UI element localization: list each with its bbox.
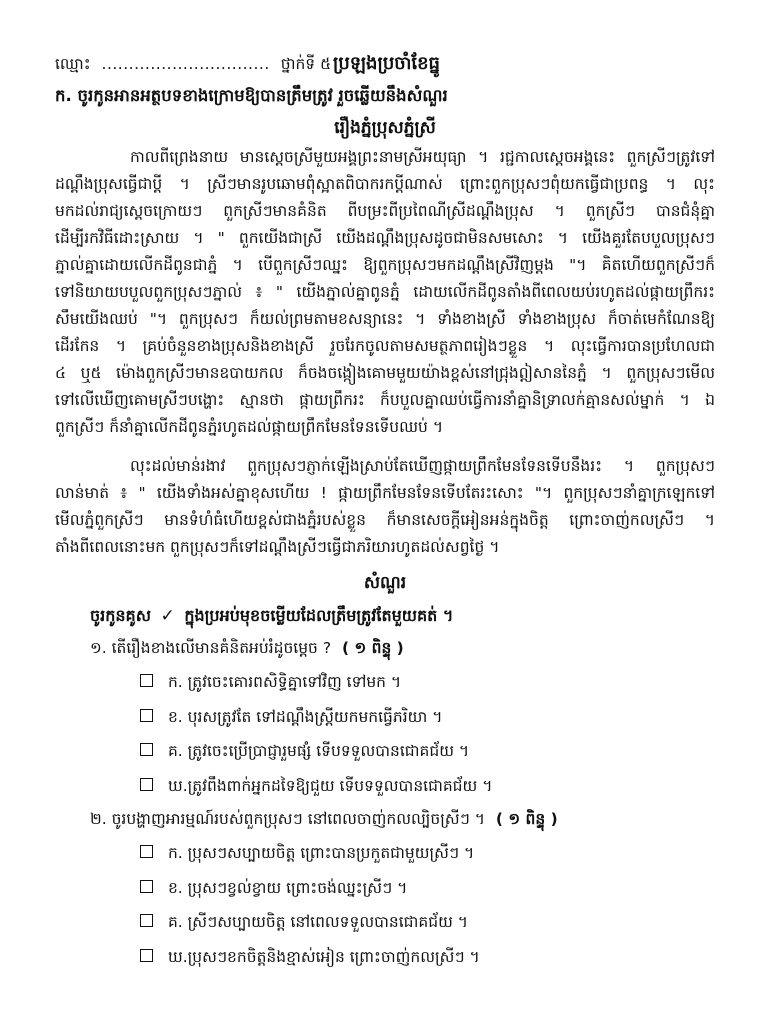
paragraph-line: ពួកស្រីៗ ក៏នាំគ្នាលើកដីពូនភ្នំរហូតដល់ផ្កាយព្រឹកមែនទែនទើបឈប់ ។ bbox=[55, 418, 444, 436]
paragraph-line: តាំងពីពេលនោះមក ពួកប្រុសៗក៏ទៅដណ្ដឹងស្រីៗធ្វើជាភរិយារហូតដល់សព្វថ្ងៃ ។ bbox=[55, 538, 500, 556]
answer-checkbox[interactable] bbox=[140, 845, 153, 858]
answer-checkbox[interactable] bbox=[140, 880, 153, 893]
name-blank: ............................... bbox=[101, 55, 270, 73]
paragraph-line: ទៅលើឃើញគោមស្រីៗបង្ហោះ ស្មានថា ផ្កាយព្រឹករះ ក៏បបួលគ្នាឈប់ធ្វើការនាំគ្នានិទ្រាលក់គ្មានសល់ម្នាក់ ។ ឯ bbox=[55, 391, 715, 409]
question-text: ១. តើរឿងខាងលើមានគំនិតអប់រំដូចម្ដេច ? bbox=[90, 639, 332, 657]
answer-checkbox[interactable] bbox=[140, 778, 153, 791]
paragraph-line: សឹមយើងឈប់ "។ ពួកប្រុសៗ ក៏យល់ព្រមតាមខសន្យានេះ ។ ទាំងខាងស្រី ទាំងខាងប្រុស ក៏ចាត់មេកំណែនឱ្យ bbox=[55, 310, 715, 328]
story-paragraph bbox=[55, 453, 715, 561]
paragraph-line: មើលភ្នំពួកស្រីៗ មានទំហំធំហើយខ្ពស់ជាងភ្នំរបស់ខ្លួន ក៏មានសេចក្ដីអៀនអន់ក្នុងចិត្ត ព្រោះចាញ់កលស្រីៗ ។ bbox=[55, 511, 715, 529]
exam-title: ប្រឡងប្រចាំខែធ្នូ bbox=[333, 53, 440, 74]
story-title: រឿងភ្នំប្រុសភ្នំស្រី bbox=[334, 118, 436, 138]
answer-option bbox=[55, 940, 715, 975]
checkmark-icon: ✓ bbox=[160, 606, 175, 626]
paragraph-line: លុះដល់មាន់រងាវ ពួកប្រុសៗភ្ញាក់ឡើងស្រាប់តែឃើញផ្កាយព្រឹកមែនទែនទើបនឹងរះ ។ ពួកប្រុសៗ bbox=[130, 457, 715, 475]
paragraph-line: ទៅនិយាយបបួលពួកប្រុសៗភ្នាល់ ៖ " យើងភ្នាល់គ្នាពូនភ្នំ ដោយលើកដីពូនតាំងពីពេលយប់រហូតដល់ផ្កាយព្រឹករះ bbox=[55, 283, 715, 301]
questions-heading: សំណួរ bbox=[363, 573, 407, 593]
paragraph-line: មកដល់រាជ្យស្ដេចក្រោយៗ ពួកស្រីៗមានគំនិត ពីបម្រះពីប្រពៃណីស្រីដណ្ដឹងប្រុស ។ ពួកស្រីៗ បានជំនុំគ្នា bbox=[55, 202, 715, 220]
header-row bbox=[55, 48, 715, 80]
answer-option bbox=[55, 769, 715, 804]
paragraph-line: ដើរកែន ។ គ្រប់ចំនួនខាងប្រុសនិងខាងស្រី រួចរែកចូលតាមសមត្ថភាពរៀងៗខ្លួន ។ លុះធ្វើការបានប្រហែលជា bbox=[55, 337, 715, 355]
option-label: គ. ស្រីៗសប្បាយចិត្ត នៅពេលទទួលបានជោគជ័យ ។ bbox=[167, 913, 468, 931]
answer-option bbox=[55, 734, 715, 769]
paragraph-line: ដើម្បីរកវិធីដោះស្រាយ ។ " ពួកយើងជាស្រី យើងដណ្ដឹងប្រុសដូចជាមិនសមសោះ ។ យើងគួរតែបបួលប្រុសៗ bbox=[55, 229, 715, 247]
instruction-text: ក្នុងប្រអប់មុខចម្លើយដែលត្រឹមត្រូវតែមួយគត់ ។ bbox=[184, 606, 454, 625]
option-label: ខ. ប្រុសៗខ្វល់ខ្វាយ ព្រោះចង់ឈ្នះស្រីៗ ។ bbox=[167, 878, 408, 897]
answer-checkbox[interactable] bbox=[140, 674, 153, 687]
answer-option bbox=[55, 871, 715, 906]
answer-checkbox[interactable] bbox=[140, 743, 153, 756]
answer-checkbox[interactable] bbox=[140, 709, 153, 722]
paragraph-line: ភ្នាល់គ្នាដោយលើកដីពូនជាភ្នំ ។ បើពួកស្រីៗឈ្នះ ឱ្យពួកប្រុសៗមកដណ្ដឹងស្រីវិញម្ដង "។ គិតហើយពួកស្រីៗក៏ bbox=[55, 256, 715, 274]
option-label: ក. ប្រុសៗសប្បាយចិត្ត ព្រោះបានប្រកួតជាមួយស្រីៗ ។ bbox=[167, 844, 475, 862]
question-points: ( ១ ពិន្ទុ ) bbox=[342, 639, 404, 657]
paragraph-line: ដណ្ដឹងប្រុសធ្វើជាប្ដី ។ ស្រីៗមានរូបឆោមពុំស្អាតពិបាករកប្ដីណាស់ ព្រោះពួកប្រុសៗពុំយកធ្វើជាប្រពន្ធ ។ លុះ bbox=[55, 175, 715, 193]
answer-option bbox=[55, 700, 715, 735]
grade-label: ថ្នាក់ទី ៥ bbox=[280, 55, 332, 73]
reading-instruction: ក. ចូរកូនអានអត្ថបទខាងក្រោមឱ្យបានត្រឹមត្រូវ រួចឆ្លើយនឹងសំណួរ bbox=[55, 86, 448, 105]
answer-option bbox=[55, 836, 715, 871]
paragraph-line: កាលពីព្រេងនាយ មានស្ដេចស្រីមួយអង្គព្រះនាមស្រីអយុធ្យា ។ រជ្ជកាលស្ដេចអង្គនេះ ពួកស្រីៗត្រូវទៅ bbox=[130, 148, 715, 166]
paragraph-line: លាន់មាត់ ៖ " យើងទាំងអស់គ្នាខុសហើយ ! ផ្កាយព្រឹកមែនទែនទើបតែរះសោះ "។ ពួកប្រុសៗនាំគ្នាក្រឡេកទៅ bbox=[55, 484, 715, 502]
story-paragraph bbox=[55, 144, 715, 441]
question-1 bbox=[55, 632, 715, 665]
question-text: ២. ចូរបង្ហាញអារម្មណ៍របស់ពួកប្រុសៗ នៅពេលចាញ់កលល្បិចស្រីៗ ។ bbox=[90, 810, 485, 828]
question-points: ( ១ ពិន្ទុ ) bbox=[495, 810, 558, 828]
option-label: គ. ត្រូវចេះប្រើប្រាជ្ញារួមផ្សំ ទើបទទួលបានជោគជ័យ ។ bbox=[167, 742, 470, 760]
option-label: ក. ត្រូវចេះគោរពសិទ្ធិគ្នាទៅវិញ ទៅមក ។ bbox=[167, 673, 402, 691]
option-label: ឃ.ត្រូវពឹងពាក់អ្នកដទៃឱ្យជួយ ទើបទទួលបានជោគជ័យ ។ bbox=[167, 776, 493, 795]
paragraph-line: ៤ ឬ៥ ម៉ោងពួកស្រីៗមានឧបាយកល ក៏ចងចង្កៀងគោមមួយយ៉ាងខ្ពស់នៅជ្រុងឦសាននៃភ្នំ ។ ពួកប្រុសៗមើល bbox=[55, 364, 715, 382]
answer-instruction bbox=[55, 599, 715, 632]
option-label: ឃ.ប្រុសៗខកចិត្តនិងខ្មាស់អៀន ព្រោះចាញ់កលស្រីៗ ។ bbox=[167, 947, 480, 966]
option-label: ខ. បុរសត្រូវតែ ទៅដណ្ដឹងស្ត្រីយកមកធ្វើភរិយា ។ bbox=[167, 707, 443, 726]
answer-option bbox=[55, 905, 715, 940]
name-label: ឈ្មោះ bbox=[55, 55, 91, 73]
answer-checkbox[interactable] bbox=[140, 949, 153, 962]
answer-checkbox[interactable] bbox=[140, 914, 153, 927]
question-2 bbox=[55, 803, 715, 836]
answer-option bbox=[55, 665, 715, 700]
instruction-text: ចូរកូនគូស bbox=[90, 606, 151, 625]
